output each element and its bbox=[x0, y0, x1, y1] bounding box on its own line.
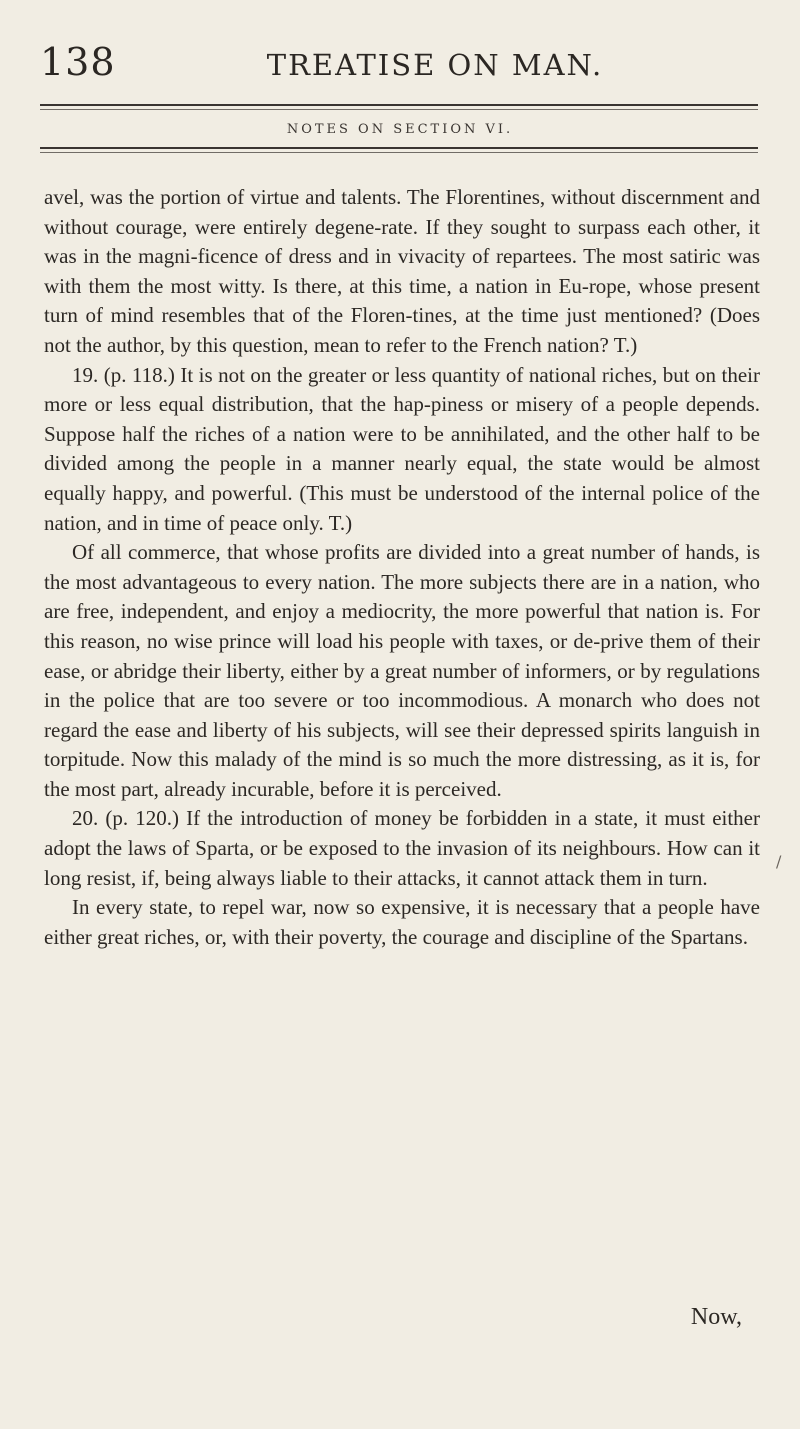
section-rule-thin bbox=[40, 152, 758, 153]
defence-paragraph: In every state, to repel war, now so expensive, it is necessary that a people have either great riches, or, with their poverty, the courage and discipline of the Spartans. bbox=[44, 895, 760, 949]
page-number: 138 bbox=[40, 40, 116, 84]
running-title: TREATISE ON MAN. bbox=[266, 48, 604, 82]
paragraph-continued: avel, was the portion of virtue and talents. The Florentines, without discernment and without courage, were entirely degene-rate. If they sought to surpass each other, it was in the magni-ficence of dress and in vivacity of repartees. The most satiric was with them the most witty. Is there, at this time, a nation in Eu-rope, whose present turn of mind resembles that of the Floren-tines, at the time just mentioned? (Does not the author, by this question, mean to refer to the French nation? T.) bbox=[44, 185, 760, 357]
section-rule bbox=[40, 147, 758, 149]
body-text bbox=[44, 183, 760, 952]
note-20-paragraph: 20. (p. 120.) If the introduction of money be forbidden in a state, it must either adopt the laws of Sparta, or be exposed to the invasion of its neighbours. How can it long resist, if, being always liable to their attacks, it cannot attack them in turn. bbox=[44, 806, 760, 890]
header-rule bbox=[40, 104, 758, 106]
commerce-paragraph: Of all commerce, that whose profits are divided into a great number of hands, is the most advantageous to every nation. The more subjects there are in a nation, who are free, independent, and enjoy a mediocrity, the more powerful that nation is. For this reason, no wise prince will load his people with taxes, or de-prive them of their ease, or abridge their liberty, either by a great number of informers, or by regulations in the police that are too severe or too incommodious. A monarch who does not regard the ease and liberty of his subjects, will see their depressed spirits languish in torpitude. Now this malady of the mind is so much the more distressing, as it is, for the most part, already incurable, before it is perceived. bbox=[44, 540, 760, 801]
section-title: NOTES ON SECTION VI. bbox=[286, 122, 514, 137]
note-19-paragraph: 19. (p. 118.) It is not on the greater or less quantity of national riches, but on their more or less equal distribution, that the hap-piness or misery of a people depends. Suppose half the riches of a nation were to be annihilated, and the other half to be divided among the people in a manner nearly equal, the state would be almost equally happy, and powerful. (This must be understood of the internal police of the nation, and in time of peace only. T.) bbox=[44, 362, 760, 535]
header-rule-thin bbox=[40, 109, 758, 110]
margin-mark: / bbox=[776, 852, 782, 871]
catchword: Now, bbox=[690, 1304, 742, 1330]
